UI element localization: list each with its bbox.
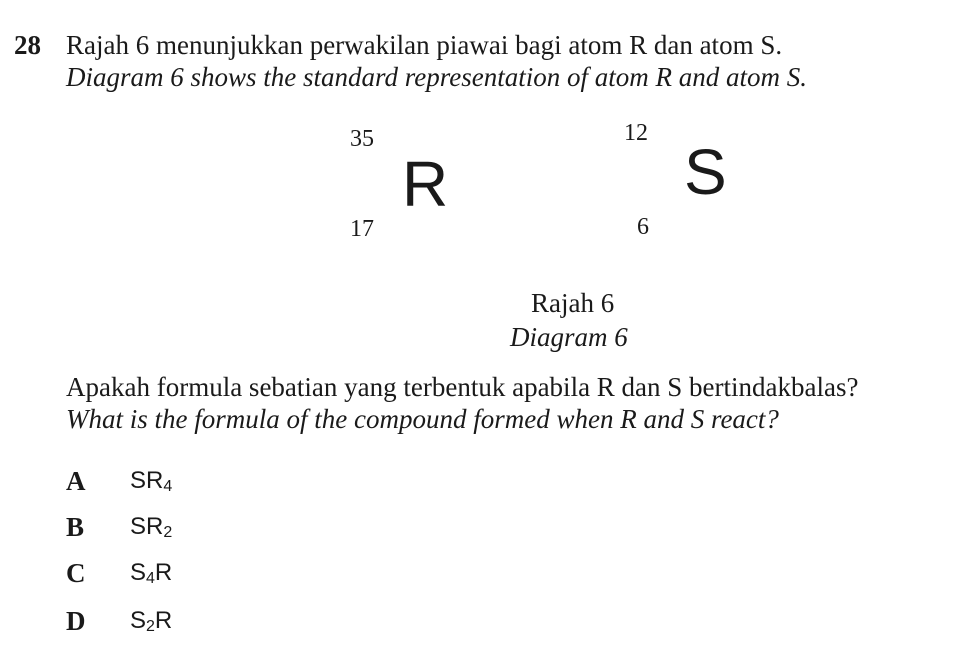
option-c-formula: $S_4R$ xyxy=(130,559,173,587)
atom-s-proton-number: 6 xyxy=(637,214,649,240)
diagram-caption-english: Diagram 6 xyxy=(510,322,628,352)
atom-s-mass-number: 12 xyxy=(624,120,648,146)
option-d-formula: $S_2R$ xyxy=(130,607,173,635)
option-a-letter: A xyxy=(66,466,86,496)
atom-r-proton-number: 17 xyxy=(350,216,374,242)
option-b-formula: $SR_2$ xyxy=(130,513,173,541)
question-text-english: Diagram 6 shows the standard representation of atom R and atom S. xyxy=(66,62,807,92)
option-b-letter: B xyxy=(66,512,85,542)
question-text-malay: Rajah 6 menunjukkan perwakilan piawai bagi atom R dan atom S. xyxy=(66,30,783,60)
question-number: 28 xyxy=(14,30,41,60)
prompt-text-malay: Apakah formula sebatian yang terbentuk apabila R dan S bertindakbalas? xyxy=(66,372,859,402)
atom-r-symbol: R xyxy=(402,148,449,220)
option-c-letter: C xyxy=(66,558,86,588)
diagram-caption-malay: Rajah 6 xyxy=(531,288,615,318)
atom-s-symbol: S xyxy=(684,136,727,208)
option-a-formula: $SR_4$ xyxy=(130,467,173,495)
prompt-text-english: What is the formula of the compound formed when R and S react? xyxy=(66,404,779,434)
option-d-letter: D xyxy=(66,606,86,636)
atom-r-mass-number: 35 xyxy=(350,126,374,152)
